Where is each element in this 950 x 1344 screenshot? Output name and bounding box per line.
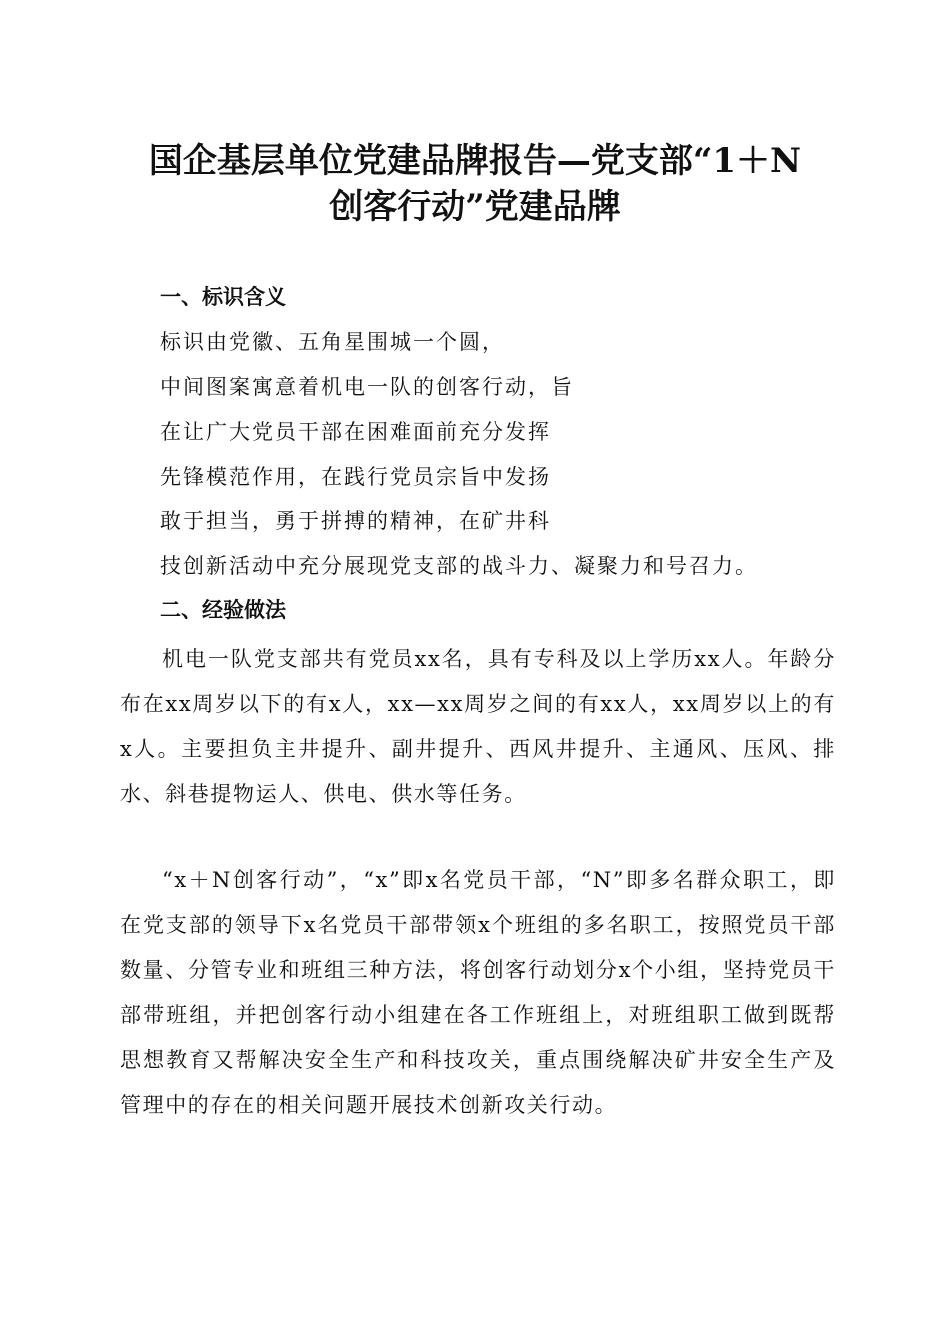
logo-meaning-line: 中间图案寓意着机电一队的创客行动，旨 [160,375,574,399]
logo-meaning-line: 在让广大党员干部在困难面前充分发挥 [160,420,551,444]
experience-paragraph: 机电一队党支部共有党员xx名，具有专科及以上学历xx人。年龄分布在xx周岁以下的有x人，xx—xx周岁之间的有xx人，xx周岁以上的有x人。主要担负主井提升、副井提升、西风井提升、主通风、压风、排水、斜巷提物运人、供电、供水等任务。 [120,647,836,806]
document-title-line-2: 创客行动”党建品牌 [329,187,621,227]
logo-meaning-line: 敢于担当，勇于拼搏的精神，在矿井科 [160,509,551,533]
document-title-line-1: 国企基层单位党建品牌报告—党支部“1＋N [148,141,802,181]
section-heading-logo-meaning: 一、标识含义 [160,285,286,309]
section-heading-experience: 二、经验做法 [160,598,286,622]
logo-meaning-line: 技创新活动中充分展现党支部的战斗力、凝聚力和号召力。 [160,554,758,578]
experience-paragraph: “x＋N创客行动”，“x”即x名党员干部，“N”即多名群众职工，即在党支部的领导下x名党员干部带领x个班组的多名职工，按照党员干部数量、分管专业和班组三种方法，将创客行动划分x个小组，坚持党员干部带班组，并把创客行动小组建在各工作班组上，对班组职工做到既帮思想教育又帮解决安全生产和科技攻关，重点围绕解决矿井安全生产及管理中的存在的相关问题开展技术创新攻关行动。 [120,868,836,1117]
logo-meaning-line: 先锋模范作用，在践行党员宗旨中发扬 [160,465,551,489]
logo-meaning-line: 标识由党徽、五角星围城一个圆， [160,330,505,354]
